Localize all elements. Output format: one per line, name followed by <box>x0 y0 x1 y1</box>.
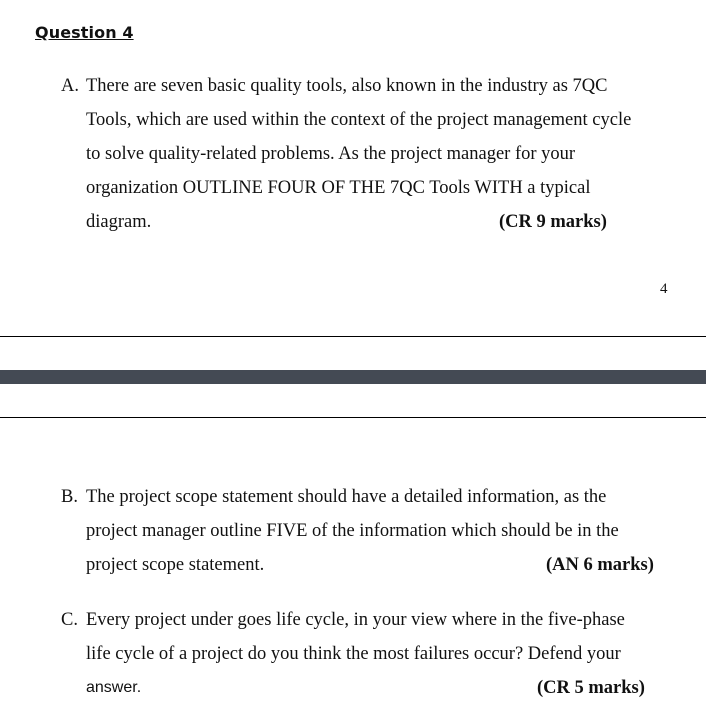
question-heading: Question 4 <box>35 23 134 42</box>
question-b-line-2: project manager outline FIVE of the information which should be in the <box>86 521 619 541</box>
question-c-line-3: answer. <box>86 679 142 696</box>
question-a-marks: (CR 9 marks) <box>499 212 607 232</box>
question-c-label: C. <box>61 610 78 630</box>
question-a <box>61 69 691 239</box>
question-a-line-4: organization OUTLINE FOUR OF THE 7QC Tools WITH a typical <box>86 178 591 198</box>
question-b-label: B. <box>61 487 78 507</box>
question-c <box>61 603 691 705</box>
question-a-line-5: diagram. <box>86 212 152 232</box>
question-a-line-2: Tools, which are used within the context of the project management cycle <box>86 110 632 130</box>
question-a-line-3: to solve quality-related problems. As the project manager for your <box>86 144 576 164</box>
question-b <box>61 480 691 582</box>
question-a-label: A. <box>61 76 79 96</box>
question-b-line-3: project scope statement. <box>86 555 265 575</box>
question-c-line-2: life cycle of a project do you think the most failures occur? Defend your <box>86 644 621 664</box>
page-break-band <box>0 370 706 384</box>
page-divider-bottom <box>0 417 706 418</box>
question-b-line-1: The project scope statement should have a detailed information, as the <box>86 487 607 507</box>
page-number: 4 <box>660 281 668 297</box>
question-c-marks: (CR 5 marks) <box>537 678 645 698</box>
page-divider-top <box>0 336 706 337</box>
question-a-line-1: There are seven basic quality tools, also known in the industry as 7QC <box>86 76 608 96</box>
question-b-marks: (AN 6 marks) <box>546 555 654 575</box>
question-c-line-1: Every project under goes life cycle, in your view where in the five-phase <box>86 610 625 630</box>
